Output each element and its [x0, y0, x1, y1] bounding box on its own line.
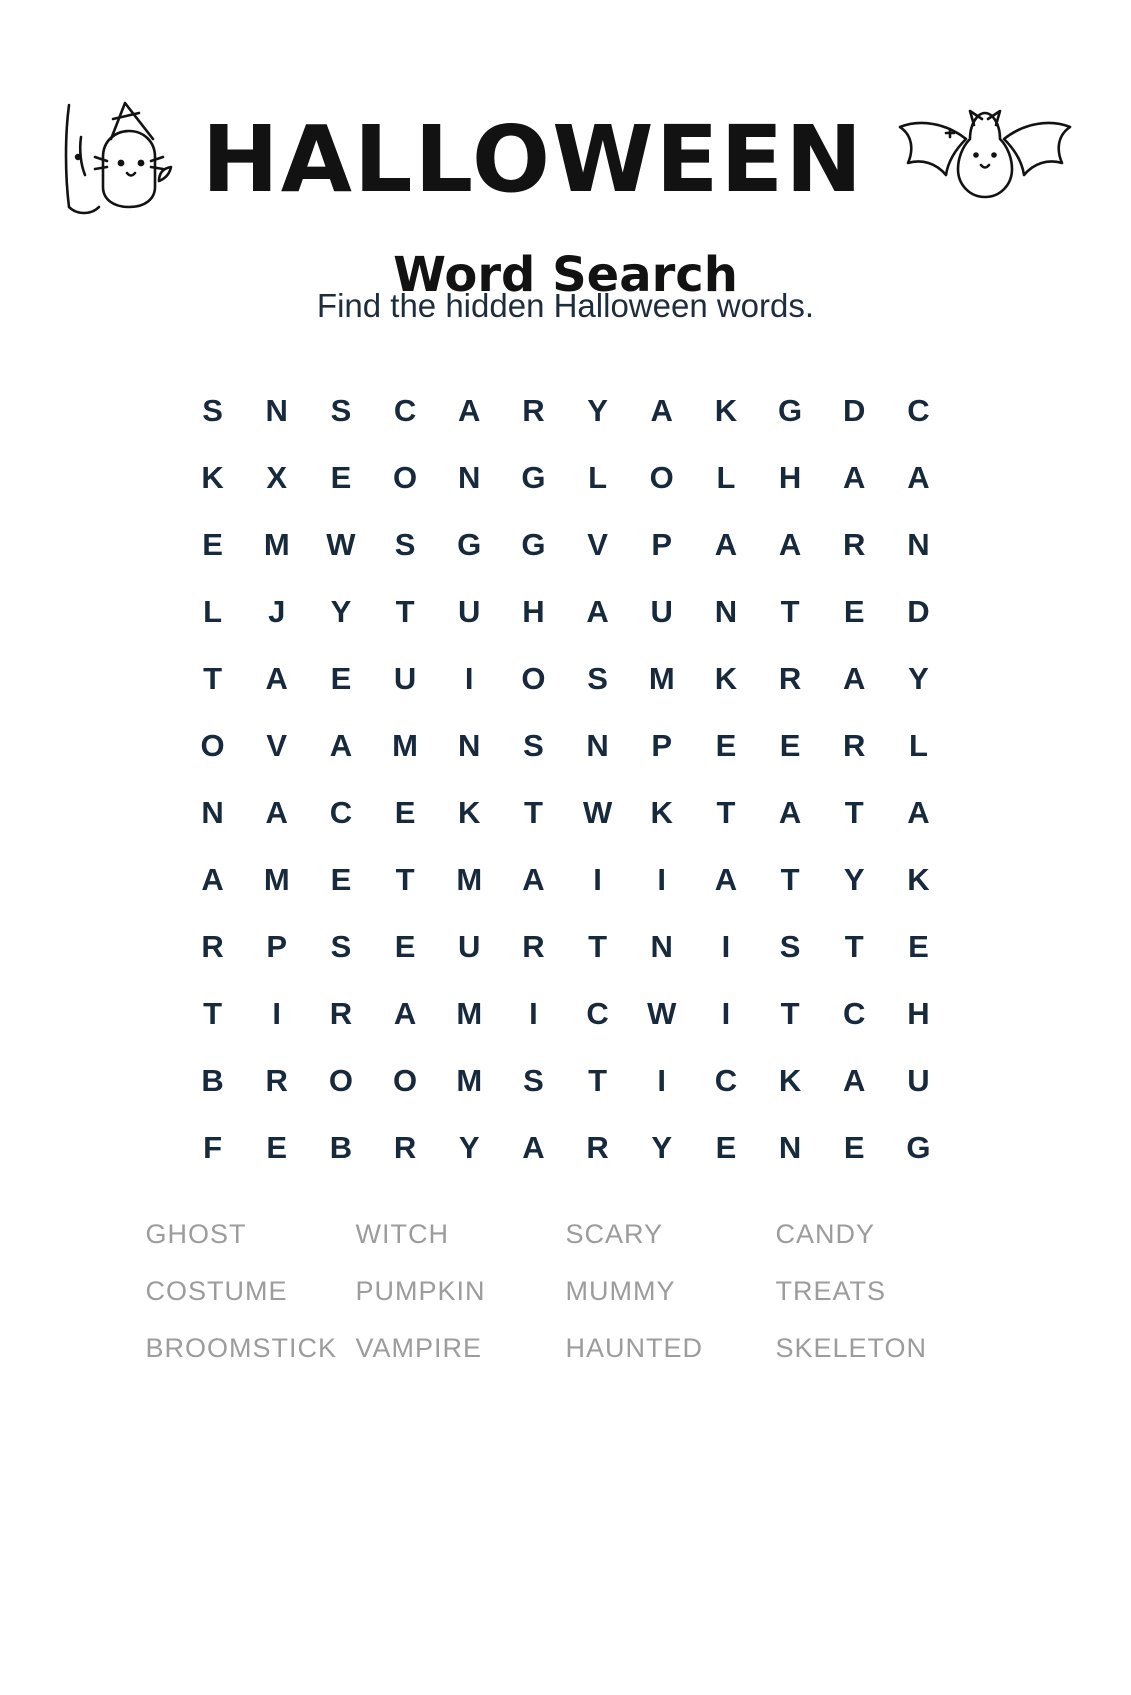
header — [0, 95, 1131, 303]
word-list-item: HAUNTED — [565, 1333, 704, 1363]
grid-cell[interactable]: T — [523, 795, 543, 830]
grid-cell[interactable]: A — [522, 1130, 545, 1165]
grid-cell[interactable]: E — [330, 460, 352, 495]
grid-cell[interactable]: A — [907, 460, 930, 495]
grid-cell[interactable]: M — [263, 862, 290, 897]
grid-cell[interactable]: S — [523, 728, 544, 763]
grid-cell[interactable]: K — [201, 460, 224, 495]
grid-cell[interactable]: I — [593, 862, 602, 897]
grid-cell[interactable]: P — [651, 728, 673, 763]
grid-cell[interactable]: M — [648, 661, 675, 696]
word-list-item: BROOMSTICK — [145, 1333, 338, 1363]
grid-cell[interactable]: O — [393, 1063, 418, 1098]
grid-cell[interactable]: E — [394, 795, 416, 830]
grid-cell[interactable]: T — [588, 929, 608, 964]
grid-cell[interactable]: M — [456, 996, 483, 1031]
grid-cell[interactable]: A — [201, 862, 224, 897]
grid-cell[interactable]: W — [326, 527, 356, 562]
grid-cell[interactable]: Y — [587, 393, 608, 428]
grid-cell[interactable]: R — [329, 996, 353, 1031]
grid-cell[interactable]: L — [588, 460, 608, 495]
grid-cell[interactable]: R — [778, 661, 802, 696]
grid-cell[interactable]: O — [393, 460, 418, 495]
grid-cell[interactable]: V — [266, 728, 288, 763]
grid-cell[interactable]: P — [266, 929, 288, 964]
grid-cell[interactable]: H — [778, 460, 802, 495]
grid-cell[interactable]: I — [272, 996, 282, 1031]
grid-cell[interactable]: R — [201, 929, 224, 964]
grid-cell[interactable]: B — [201, 1063, 224, 1098]
grid-cell[interactable]: S — [523, 1063, 544, 1098]
word-list-item: TREATS — [775, 1276, 887, 1306]
grid-cell[interactable]: G — [906, 1130, 931, 1165]
grid-cell[interactable]: R — [843, 527, 866, 562]
grid-cell[interactable]: L — [203, 594, 223, 629]
grid-cell[interactable]: T — [395, 594, 415, 629]
grid-cell[interactable]: F — [203, 1130, 223, 1165]
grid-cell[interactable]: S — [330, 929, 352, 964]
grid-cell[interactable]: N — [907, 527, 930, 562]
grid-cell[interactable]: H — [522, 594, 545, 629]
word-list-item: SKELETON — [775, 1333, 928, 1363]
grid-cell[interactable]: A — [329, 728, 353, 763]
grid-cell[interactable]: M — [456, 1063, 483, 1098]
grid-cell[interactable]: R — [522, 393, 545, 428]
grid-cell[interactable]: S — [779, 929, 801, 964]
grid-cell[interactable]: D — [843, 393, 866, 428]
grid-cell[interactable]: O — [328, 1063, 353, 1098]
grid-cell[interactable]: N — [458, 460, 481, 495]
grid-cell[interactable]: E — [908, 929, 929, 964]
grid-cell[interactable]: O — [521, 661, 546, 696]
grid-cell[interactable]: T — [395, 862, 415, 897]
grid-cell[interactable]: S — [330, 393, 352, 428]
grid-cell[interactable]: C — [329, 795, 353, 830]
grid-cell[interactable]: U — [393, 661, 417, 696]
grid-cell[interactable]: K — [907, 862, 930, 897]
grid-cell[interactable]: A — [714, 527, 738, 562]
grid-cell[interactable]: R — [265, 1063, 288, 1098]
grid-cell[interactable]: K — [714, 393, 738, 428]
grid-cell[interactable]: Y — [651, 1130, 673, 1165]
word-list-item: COSTUME — [145, 1276, 288, 1306]
grid-cell[interactable]: E — [330, 661, 352, 696]
grid-cell[interactable]: Y — [458, 1130, 480, 1165]
grid-cell[interactable]: A — [265, 795, 288, 830]
grid-cell[interactable]: K — [650, 795, 673, 830]
grid-cell[interactable]: A — [522, 862, 545, 897]
instruction-text: Find the hidden Halloween words. — [316, 287, 815, 324]
grid-cell[interactable]: A — [458, 393, 481, 428]
grid-cell[interactable]: C — [393, 393, 417, 428]
word-list-item: CANDY — [775, 1219, 876, 1249]
grid-cell[interactable]: Y — [330, 594, 352, 629]
grid-cell[interactable]: E — [715, 728, 737, 763]
grid-cell[interactable]: A — [843, 661, 866, 696]
word-search-grid[interactable] — [181, 377, 951, 1181]
grid-cell[interactable]: K — [458, 795, 481, 830]
grid-cell[interactable]: G — [778, 393, 803, 428]
grid-cell[interactable]: N — [201, 795, 224, 830]
grid-cell[interactable]: I — [657, 862, 667, 897]
grid-cell[interactable]: A — [778, 795, 802, 830]
grid-cell[interactable]: K — [714, 661, 738, 696]
grid-cell[interactable]: T — [780, 594, 800, 629]
grid-cell[interactable]: U — [458, 929, 481, 964]
grid-cell[interactable]: T — [716, 795, 736, 830]
title-row — [0, 95, 1131, 225]
grid-cell[interactable]: S — [202, 393, 223, 428]
grid-cell[interactable]: V — [587, 527, 608, 562]
word-list-item: MUMMY — [565, 1276, 676, 1306]
grid-cell[interactable]: I — [529, 996, 538, 1031]
grid-cell[interactable]: S — [394, 527, 416, 562]
grid-cell[interactable]: T — [780, 996, 800, 1031]
word-list-item: WITCH — [355, 1219, 449, 1249]
grid-cell[interactable]: A — [650, 393, 673, 428]
grid-cell[interactable]: N — [778, 1130, 802, 1165]
grid-cell[interactable]: A — [778, 527, 802, 562]
grid-cell[interactable]: I — [464, 661, 474, 696]
grid-cell[interactable]: G — [521, 460, 546, 495]
grid-cell[interactable]: E — [330, 862, 352, 897]
grid-cell[interactable]: O — [200, 728, 225, 763]
grid-cell[interactable]: O — [649, 460, 674, 495]
grid-cell[interactable]: J — [268, 594, 286, 629]
bat-icon — [890, 105, 1080, 215]
grid-cell[interactable]: U — [907, 1063, 930, 1098]
grid-cell[interactable]: L — [716, 460, 736, 495]
grid-cell[interactable]: U — [650, 594, 673, 629]
grid-cell[interactable]: K — [778, 1063, 802, 1098]
grid-cell[interactable]: W — [647, 996, 677, 1031]
grid-cell[interactable]: E — [394, 929, 416, 964]
grid-cell[interactable]: I — [721, 996, 731, 1031]
grid-cell[interactable]: H — [907, 996, 930, 1031]
grid-cell[interactable]: A — [393, 996, 417, 1031]
grid-cell[interactable]: M — [263, 527, 290, 562]
grid-cell[interactable]: M — [392, 728, 418, 763]
grid-cell[interactable]: N — [650, 929, 673, 964]
grid-cell[interactable]: T — [203, 996, 223, 1031]
word-list-item: SCARY — [565, 1219, 664, 1249]
grid-cell[interactable]: G — [457, 527, 482, 562]
grid-cell[interactable]: E — [266, 1130, 288, 1165]
grid-cell[interactable]: Y — [843, 862, 865, 897]
grid-cell[interactable]: C — [586, 996, 609, 1031]
grid-cell[interactable]: T — [588, 1063, 608, 1098]
grid-cell[interactable]: T — [203, 661, 223, 696]
grid-cell[interactable]: E — [779, 728, 801, 763]
grid-cell[interactable]: A — [265, 661, 288, 696]
grid-cell[interactable]: A — [907, 795, 930, 830]
grid-cell[interactable]: E — [843, 1130, 865, 1165]
grid-cell[interactable]: B — [329, 1130, 353, 1165]
grid-cell[interactable]: R — [393, 1130, 417, 1165]
grid-cell[interactable]: N — [714, 594, 738, 629]
grid-cell[interactable]: R — [843, 728, 866, 763]
grid-cell[interactable]: T — [844, 795, 864, 830]
word-list-item: VAMPIRE — [355, 1333, 483, 1363]
word-list-item: GHOST — [145, 1219, 247, 1249]
grid-cell[interactable]: N — [586, 728, 609, 763]
word-list — [146, 1219, 986, 1364]
grid-cell[interactable]: I — [721, 929, 731, 964]
grid-cell[interactable]: T — [844, 929, 864, 964]
grid-cell[interactable]: U — [458, 594, 481, 629]
grid-cell[interactable]: E — [715, 1130, 737, 1165]
grid-cell[interactable]: Y — [908, 661, 929, 696]
grid-cell[interactable]: T — [780, 862, 800, 897]
grid-cell[interactable]: A — [843, 460, 866, 495]
grid-cell[interactable]: S — [587, 661, 608, 696]
grid-cell[interactable]: X — [266, 460, 288, 495]
grid-cell[interactable]: E — [843, 594, 865, 629]
page-subtitle: Word Search — [393, 247, 738, 303]
grid-cell[interactable]: G — [521, 527, 546, 562]
grid-cell[interactable]: A — [586, 594, 609, 629]
grid-cell[interactable]: R — [522, 929, 545, 964]
grid-cell[interactable]: I — [657, 1063, 667, 1098]
grid-cell[interactable]: C — [843, 996, 866, 1031]
grid-cell[interactable]: C — [907, 393, 930, 428]
grid-cell[interactable]: P — [651, 527, 673, 562]
grid-cell[interactable]: A — [843, 1063, 866, 1098]
grid-cell[interactable]: N — [265, 393, 288, 428]
grid-cell[interactable]: D — [907, 594, 930, 629]
page-title: HALLOWEEN — [201, 106, 865, 213]
grid-cell[interactable]: W — [582, 795, 613, 830]
grid-cell[interactable]: R — [586, 1130, 609, 1165]
witch-cat-icon — [51, 95, 176, 225]
grid-cell[interactable]: E — [202, 527, 223, 562]
worksheet-page — [0, 95, 1131, 1695]
grid-cell[interactable]: C — [714, 1063, 738, 1098]
grid-cell[interactable]: A — [714, 862, 738, 897]
word-list-item: PUMPKIN — [355, 1276, 486, 1306]
grid-cell[interactable]: L — [908, 728, 928, 763]
grid-cell[interactable]: M — [456, 862, 483, 897]
grid-cell[interactable]: N — [458, 728, 481, 763]
